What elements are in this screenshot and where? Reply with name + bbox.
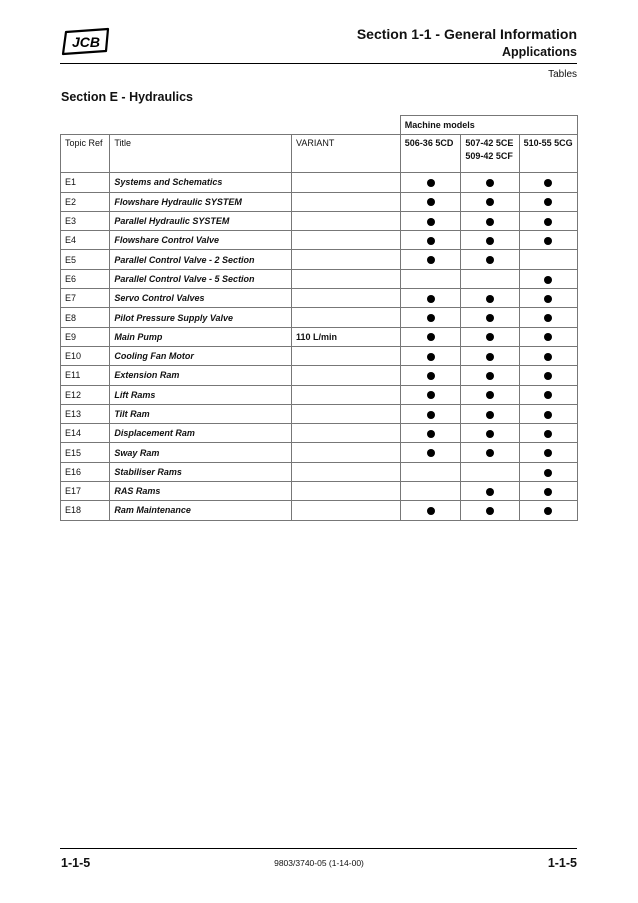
footer-page-left: 1-1-5 xyxy=(61,856,91,870)
applies-dot-icon xyxy=(427,353,435,361)
applies-dot-icon xyxy=(427,218,435,226)
applies-dot-icon xyxy=(486,507,494,515)
table-row xyxy=(61,173,578,192)
title-cell: Tilt Ram xyxy=(110,404,292,423)
applies-dot-icon xyxy=(427,372,435,380)
table-row xyxy=(61,192,578,211)
applies-dot-icon xyxy=(544,218,552,226)
table-row xyxy=(61,250,578,269)
applies-dot-icon xyxy=(427,179,435,187)
applies-dot-icon xyxy=(544,333,552,341)
header-subtitle: Applications xyxy=(501,45,577,59)
topic-ref-cell: E18 xyxy=(61,501,110,520)
variant-cell xyxy=(292,173,401,192)
table-row xyxy=(61,366,578,385)
topic-ref-cell: E14 xyxy=(61,424,110,443)
footer-page-right: 1-1-5 xyxy=(547,856,577,870)
header-rule xyxy=(60,63,577,64)
title-cell: Flowshare Control Valve xyxy=(110,231,292,250)
applicability-cell-m2 xyxy=(461,482,519,501)
applicability-cell-m3 xyxy=(519,289,577,308)
applicability-cell-m2 xyxy=(461,173,519,192)
header-title: Section 1-1 - General Information xyxy=(356,26,577,42)
applies-dot-icon xyxy=(544,198,552,206)
topic-ref-cell: E15 xyxy=(61,443,110,462)
machine-models-header: Machine models xyxy=(400,116,577,135)
applies-dot-icon xyxy=(427,411,435,419)
applies-dot-icon xyxy=(427,237,435,245)
title-cell: Parallel Control Valve - 2 Section xyxy=(110,250,292,269)
title-cell: Displacement Ram xyxy=(110,424,292,443)
variant-cell xyxy=(292,250,401,269)
applicability-cell-m1 xyxy=(400,308,461,327)
applies-dot-icon xyxy=(486,256,494,264)
topic-ref-cell: E10 xyxy=(61,346,110,365)
footer-doc-ref: 9803/3740-05 (1-14-00) xyxy=(274,858,364,868)
applicability-cell-m1 xyxy=(400,501,461,520)
title-cell: RAS Rams xyxy=(110,482,292,501)
title-cell: Cooling Fan Motor xyxy=(110,346,292,365)
applies-dot-icon xyxy=(486,218,494,226)
applicability-cell-m1 xyxy=(400,250,461,269)
jcb-logo xyxy=(60,26,112,56)
applicability-cell-m2 xyxy=(461,404,519,423)
variant-cell xyxy=(292,308,401,327)
applicability-cell-m3 xyxy=(519,192,577,211)
applicability-cell-m3 xyxy=(519,462,577,481)
table-row xyxy=(61,424,578,443)
applies-dot-icon xyxy=(427,198,435,206)
applies-dot-icon xyxy=(427,314,435,322)
col-header-topic-ref: Topic Ref xyxy=(61,135,110,173)
applicability-cell-m2 xyxy=(461,231,519,250)
applicability-cell-m3 xyxy=(519,269,577,288)
table-row xyxy=(61,308,578,327)
topic-ref-cell: E9 xyxy=(61,327,110,346)
col-header-model-3: 510-55 5CG xyxy=(519,135,577,173)
topic-ref-cell: E11 xyxy=(61,366,110,385)
applies-dot-icon xyxy=(486,237,494,245)
col-header-variant: VARIANT xyxy=(292,135,401,173)
applies-dot-icon xyxy=(486,295,494,303)
topic-ref-cell: E6 xyxy=(61,269,110,288)
section-title: Section E - Hydraulics xyxy=(61,90,193,104)
applicability-cell-m1 xyxy=(400,173,461,192)
applicability-cell-m3 xyxy=(519,385,577,404)
applies-dot-icon xyxy=(544,295,552,303)
variant-cell xyxy=(292,443,401,462)
applicability-cell-m2 xyxy=(461,327,519,346)
applicability-cell-m2 xyxy=(461,443,519,462)
variant-cell xyxy=(292,424,401,443)
applies-dot-icon xyxy=(427,256,435,264)
group-header-row xyxy=(61,116,578,135)
applicability-cell-m3 xyxy=(519,231,577,250)
variant-cell xyxy=(292,346,401,365)
applicability-cell-m1 xyxy=(400,192,461,211)
svg-text:JCB: JCB xyxy=(71,34,101,50)
applicability-cell-m1 xyxy=(400,346,461,365)
title-cell: Flowshare Hydraulic SYSTEM xyxy=(110,192,292,211)
table-row xyxy=(61,269,578,288)
applies-dot-icon xyxy=(544,353,552,361)
applies-dot-icon xyxy=(427,449,435,457)
applicability-cell-m3 xyxy=(519,327,577,346)
applies-dot-icon xyxy=(486,411,494,419)
title-cell: Sway Ram xyxy=(110,443,292,462)
applies-dot-icon xyxy=(427,507,435,515)
applicability-cell-m3 xyxy=(519,482,577,501)
title-cell: Lift Rams xyxy=(110,385,292,404)
title-cell: Extension Ram xyxy=(110,366,292,385)
variant-cell xyxy=(292,404,401,423)
applicability-cell-m1 xyxy=(400,289,461,308)
header-small-label: Tables xyxy=(548,69,577,80)
applicability-cell-m3 xyxy=(519,404,577,423)
title-cell: Servo Control Valves xyxy=(110,289,292,308)
col-header-model-1: 506-36 5CD xyxy=(400,135,461,173)
applies-dot-icon xyxy=(544,372,552,380)
applicability-cell-m1 xyxy=(400,482,461,501)
applies-dot-icon xyxy=(486,430,494,438)
applicability-cell-m2 xyxy=(461,289,519,308)
applicability-cell-m2 xyxy=(461,462,519,481)
applicability-cell-m1 xyxy=(400,404,461,423)
title-cell: Ram Maintenance xyxy=(110,501,292,520)
applicability-cell-m3 xyxy=(519,173,577,192)
title-cell: Parallel Control Valve - 5 Section xyxy=(110,269,292,288)
applicability-cell-m3 xyxy=(519,346,577,365)
table-row xyxy=(61,404,578,423)
applicability-cell-m2 xyxy=(461,366,519,385)
applicability-cell-m1 xyxy=(400,385,461,404)
col-header-model-2-line-2: 509-42 5CF xyxy=(465,151,513,162)
applicability-cell-m2 xyxy=(461,211,519,230)
applicability-cell-m1 xyxy=(400,211,461,230)
topic-ref-cell: E4 xyxy=(61,231,110,250)
applies-dot-icon xyxy=(486,314,494,322)
variant-cell xyxy=(292,366,401,385)
applicability-cell-m2 xyxy=(461,192,519,211)
applicability-cell-m1 xyxy=(400,269,461,288)
applies-dot-icon xyxy=(544,430,552,438)
applicability-cell-m1 xyxy=(400,424,461,443)
col-header-model-2 xyxy=(461,135,519,173)
variant-cell xyxy=(292,289,401,308)
applicability-cell-m3 xyxy=(519,250,577,269)
applicability-cell-m2 xyxy=(461,424,519,443)
applicability-cell-m1 xyxy=(400,366,461,385)
title-cell: Systems and Schematics xyxy=(110,173,292,192)
applicability-cell-m3 xyxy=(519,501,577,520)
applications-table xyxy=(60,115,578,521)
applies-dot-icon xyxy=(486,179,494,187)
table-row xyxy=(61,231,578,250)
applies-dot-icon xyxy=(544,237,552,245)
table-row xyxy=(61,482,578,501)
applies-dot-icon xyxy=(544,469,552,477)
applies-dot-icon xyxy=(544,391,552,399)
topic-ref-cell: E13 xyxy=(61,404,110,423)
applies-dot-icon xyxy=(427,391,435,399)
applies-dot-icon xyxy=(486,372,494,380)
variant-cell xyxy=(292,385,401,404)
variant-cell xyxy=(292,482,401,501)
variant-cell xyxy=(292,269,401,288)
applies-dot-icon xyxy=(544,488,552,496)
applicability-cell-m2 xyxy=(461,269,519,288)
topic-ref-cell: E7 xyxy=(61,289,110,308)
variant-cell xyxy=(292,211,401,230)
column-header-row xyxy=(61,135,578,173)
topic-ref-cell: E1 xyxy=(61,173,110,192)
applicability-cell-m1 xyxy=(400,327,461,346)
table-row xyxy=(61,289,578,308)
title-cell: Pilot Pressure Supply Valve xyxy=(110,308,292,327)
table-row xyxy=(61,346,578,365)
applies-dot-icon xyxy=(486,198,494,206)
table-row xyxy=(61,385,578,404)
applicability-cell-m3 xyxy=(519,308,577,327)
applicability-cell-m1 xyxy=(400,462,461,481)
applies-dot-icon xyxy=(544,314,552,322)
topic-ref-cell: E5 xyxy=(61,250,110,269)
applies-dot-icon xyxy=(486,333,494,341)
variant-cell xyxy=(292,192,401,211)
col-header-title: Title xyxy=(110,135,292,173)
table-row xyxy=(61,443,578,462)
title-cell: Parallel Hydraulic SYSTEM xyxy=(110,211,292,230)
applicability-cell-m1 xyxy=(400,443,461,462)
table-row xyxy=(61,327,578,346)
applicability-cell-m2 xyxy=(461,501,519,520)
table-row xyxy=(61,211,578,230)
applicability-cell-m2 xyxy=(461,346,519,365)
applies-dot-icon xyxy=(544,411,552,419)
variant-cell xyxy=(292,231,401,250)
applies-dot-icon xyxy=(486,391,494,399)
applies-dot-icon xyxy=(486,353,494,361)
topic-ref-cell: E3 xyxy=(61,211,110,230)
applicability-cell-m3 xyxy=(519,366,577,385)
applies-dot-icon xyxy=(427,333,435,341)
applies-dot-icon xyxy=(427,295,435,303)
topic-ref-cell: E16 xyxy=(61,462,110,481)
footer-rule xyxy=(60,848,577,849)
variant-cell xyxy=(292,462,401,481)
variant-cell: 110 L/min xyxy=(292,327,401,346)
applies-dot-icon xyxy=(486,449,494,457)
topic-ref-cell: E17 xyxy=(61,482,110,501)
col-header-model-2-line-1: 507-42 5CE xyxy=(465,138,514,149)
applies-dot-icon xyxy=(486,488,494,496)
applicability-cell-m3 xyxy=(519,211,577,230)
applicability-cell-m3 xyxy=(519,443,577,462)
applicability-cell-m2 xyxy=(461,308,519,327)
variant-cell xyxy=(292,501,401,520)
applicability-cell-m1 xyxy=(400,231,461,250)
topic-ref-cell: E12 xyxy=(61,385,110,404)
applies-dot-icon xyxy=(544,449,552,457)
applies-dot-icon xyxy=(544,507,552,515)
applies-dot-icon xyxy=(544,179,552,187)
title-cell: Stabiliser Rams xyxy=(110,462,292,481)
topic-ref-cell: E8 xyxy=(61,308,110,327)
topic-ref-cell: E2 xyxy=(61,192,110,211)
title-cell: Main Pump xyxy=(110,327,292,346)
applicability-cell-m3 xyxy=(519,424,577,443)
applicability-cell-m2 xyxy=(461,385,519,404)
applies-dot-icon xyxy=(427,430,435,438)
applies-dot-icon xyxy=(544,276,552,284)
applicability-cell-m2 xyxy=(461,250,519,269)
table-row xyxy=(61,501,578,520)
table-row xyxy=(61,462,578,481)
